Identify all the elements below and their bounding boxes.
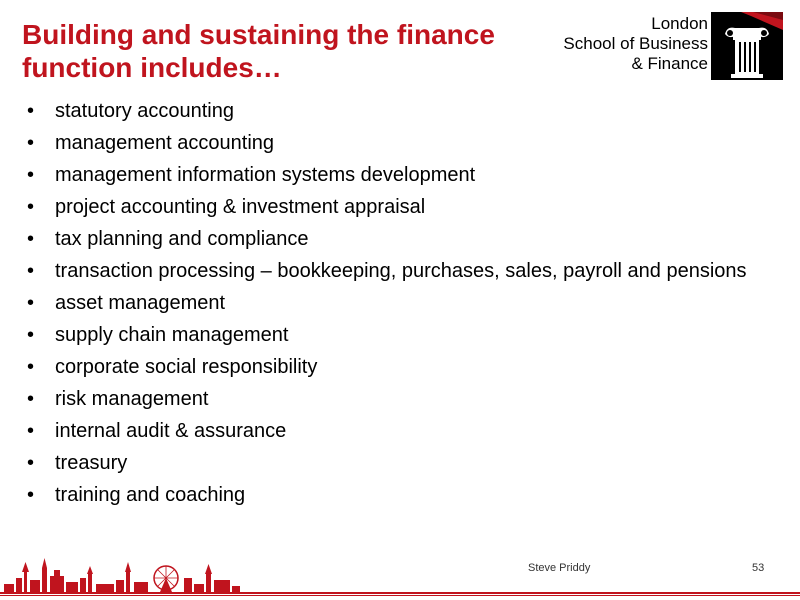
bullet-glyph: •: [27, 132, 35, 154]
bullet-glyph: •: [27, 100, 35, 122]
list-item: [22, 132, 762, 154]
list-item: [22, 324, 762, 346]
lsbf-logo: [562, 12, 788, 82]
list-item-text: management information systems development: [55, 164, 476, 186]
bullet-glyph: •: [27, 484, 35, 506]
logo-wordmark: [562, 14, 708, 74]
list-item-text: project accounting & investment appraisal: [55, 196, 426, 218]
footer-author: Steve Priddy: [528, 562, 591, 574]
bullet-glyph: •: [27, 452, 35, 474]
bullet-glyph: •: [27, 260, 35, 282]
list-item-text: asset management: [55, 292, 226, 314]
page-number: 53: [752, 562, 765, 574]
bullet-glyph: •: [27, 324, 35, 346]
logo-line-3: & Finance: [631, 54, 708, 73]
list-item-text: transaction processing – bookkeeping, purchases, sales, payroll and pensions: [55, 260, 747, 282]
list-item-text: treasury: [55, 452, 128, 474]
bullet-list: [22, 100, 762, 516]
bullet-glyph: •: [27, 164, 35, 186]
list-item: [22, 292, 762, 314]
bullet-glyph: •: [27, 196, 35, 218]
list-item: [22, 452, 762, 474]
list-item-text: tax planning and compliance: [55, 228, 309, 250]
london-skyline-icon: [0, 548, 800, 600]
list-item: [22, 356, 762, 378]
bullet-glyph: •: [27, 420, 35, 442]
list-item-text: statutory accounting: [55, 100, 234, 122]
list-item-text: internal audit & assurance: [55, 420, 287, 442]
title-line-2: function includes…: [22, 52, 282, 83]
logo-line-2: School of Business: [563, 34, 708, 53]
logo-line-1: London: [651, 14, 708, 33]
column-emblem-icon: [711, 12, 783, 80]
list-item-text: training and coaching: [55, 484, 246, 506]
list-item-text: risk management: [55, 388, 209, 410]
list-item: [22, 100, 762, 122]
bullet-glyph: •: [27, 388, 35, 410]
list-item: [22, 388, 762, 410]
list-item: [22, 484, 762, 506]
list-item: [22, 164, 762, 186]
list-item-text: corporate social responsibility: [55, 356, 318, 378]
bullet-glyph: •: [27, 356, 35, 378]
slide-title: [22, 18, 582, 84]
list-item: [22, 228, 762, 250]
list-item: [22, 260, 762, 282]
list-item-text: management accounting: [55, 132, 275, 154]
bullet-glyph: •: [27, 292, 35, 314]
list-item: [22, 196, 762, 218]
bullet-glyph: •: [27, 228, 35, 250]
title-line-1: Building and sustaining the finance: [22, 19, 495, 50]
list-item-text: supply chain management: [55, 324, 289, 346]
list-item: [22, 420, 762, 442]
